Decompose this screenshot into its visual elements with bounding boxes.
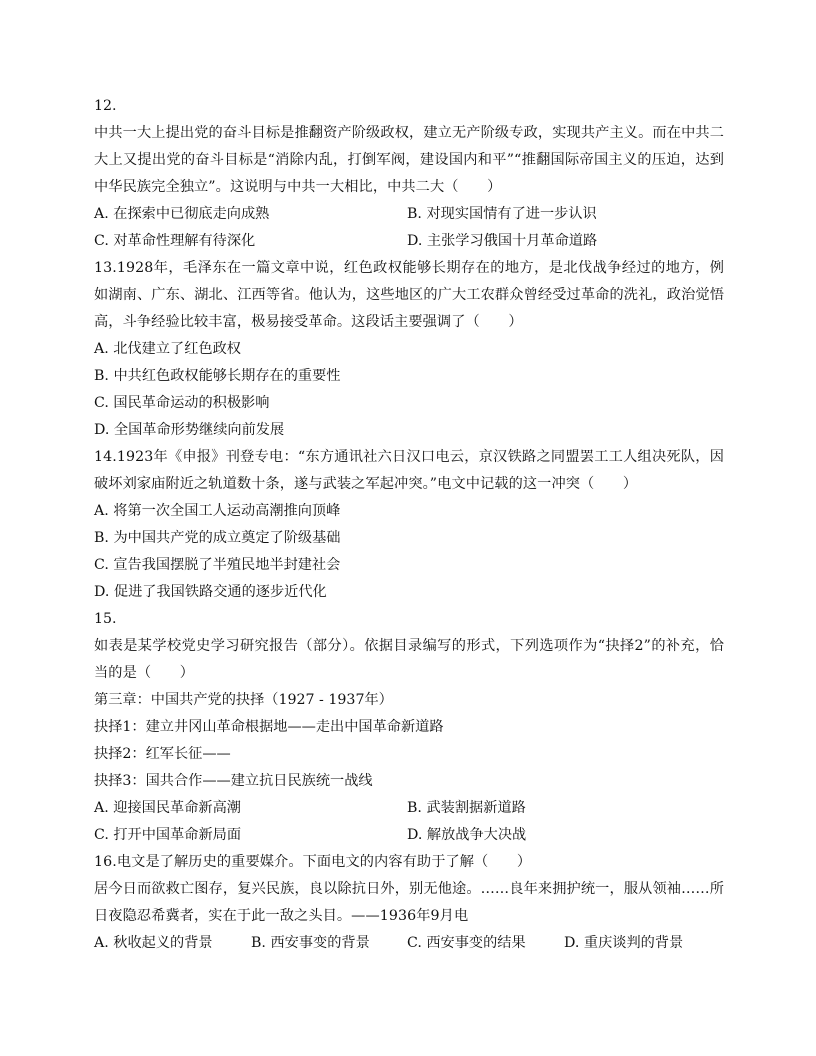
material-line: 抉择1：建立井冈山革命根据地——走出中国革命新道路 [94, 719, 444, 735]
option-b[interactable]: B. 为中国共产党的成立奠定了阶级基础 [94, 530, 341, 546]
option-d[interactable]: D. 促进了我国铁路交通的逐步近代化 [94, 584, 327, 600]
question-14 [94, 444, 724, 606]
question-16 [94, 849, 724, 957]
option-b[interactable]: B. 武装割据新道路 [407, 800, 526, 816]
exam-page [94, 93, 724, 957]
option-c[interactable]: C. 西安事变的结果 [407, 935, 526, 951]
options-row [94, 822, 724, 849]
option-a[interactable]: A. 将第一次全国工人运动高潮推向顶峰 [94, 503, 341, 519]
question-stem: 如表是某学校党史学习研究报告（部分）。依据目录编写的形式，下列选项作为“抉择2”的补充，恰当的是（ ） [94, 638, 724, 681]
option-a[interactable]: A. 秋收起义的背景 [94, 935, 213, 951]
option-b[interactable]: B. 西安事变的背景 [251, 935, 370, 951]
option-c[interactable]: C. 国民革命运动的积极影响 [94, 395, 270, 411]
material-line: 第三章：中国共产党的抉择（1927 - 1937年） [94, 692, 393, 708]
question-12 [94, 93, 724, 255]
option-b[interactable]: B. 对现实国情有了进一步认识 [407, 206, 597, 222]
options-row [94, 201, 724, 228]
option-d[interactable]: D. 重庆谈判的背景 [564, 935, 684, 951]
option-c[interactable]: C. 对革命性理解有待深化 [94, 233, 256, 249]
material-text: 居今日而欲救亡图存，复兴民族，良以除抗日外，别无他途。……良年来拥护统一，服从领袖……所日夜隐忍希冀者，实在于此一敌之头目。——1936年9月电 [94, 881, 724, 924]
question-number: 15. [94, 611, 117, 627]
option-a[interactable]: A. 北伐建立了红色政权 [94, 341, 241, 357]
options-row [94, 930, 724, 957]
question-stem: 14.1923年《申报》刊登专电：“东方通讯社六日汉口电云，京汉铁路之同盟罢工工人组决死队，因破坏刘家庙附近之轨道数十条，遂与武装之军起冲突。”电文中记载的这一冲突（ ） [94, 449, 724, 492]
option-c[interactable]: C. 打开中国革命新局面 [94, 827, 242, 843]
option-d[interactable]: D. 全国革命形势继续向前发展 [94, 422, 285, 438]
material-line: 抉择3：国共合作——建立抗日民族统一战线 [94, 773, 373, 789]
material-line: 抉择2：红军长征—— [94, 746, 231, 762]
option-d[interactable]: D. 主张学习俄国十月革命道路 [407, 233, 598, 249]
question-stem: 中共一大上提出党的奋斗目标是推翻资产阶级政权，建立无产阶级专政，实现共产主义。而在中共二大上又提出党的奋斗目标是“消除内乱，打倒军阀，建设国内和平”“推翻国际帝国主义的压迫，达到中华民族完全独立”。这说明与中共一大相比，中共二大（ ） [94, 125, 724, 195]
question-stem: 13.1928年，毛泽东在一篇文章中说，红色政权能够长期存在的地方，是北伐战争经过的地方，例如湖南、广东、湖北、江西等省。他认为，这些地区的广大工农群众曾经受过革命的洗礼，政治觉悟高，斗争经验比较丰富，极易接受革命。这段话主要强调了（ ） [94, 260, 724, 330]
question-number: 12. [94, 98, 117, 114]
option-a[interactable]: A. 在探索中已彻底走向成熟 [94, 206, 270, 222]
question-15 [94, 606, 724, 849]
option-a[interactable]: A. 迎接国民革命新高潮 [94, 800, 241, 816]
option-b[interactable]: B. 中共红色政权能够长期存在的重要性 [94, 368, 341, 384]
question-13 [94, 255, 724, 444]
options-row [94, 228, 724, 255]
option-d[interactable]: D. 解放战争大决战 [407, 827, 527, 843]
option-c[interactable]: C. 宣告我国摆脱了半殖民地半封建社会 [94, 557, 341, 573]
options-row [94, 795, 724, 822]
question-stem: 16.电文是了解历史的重要媒介。下面电文的内容有助于了解（ ） [94, 854, 532, 870]
